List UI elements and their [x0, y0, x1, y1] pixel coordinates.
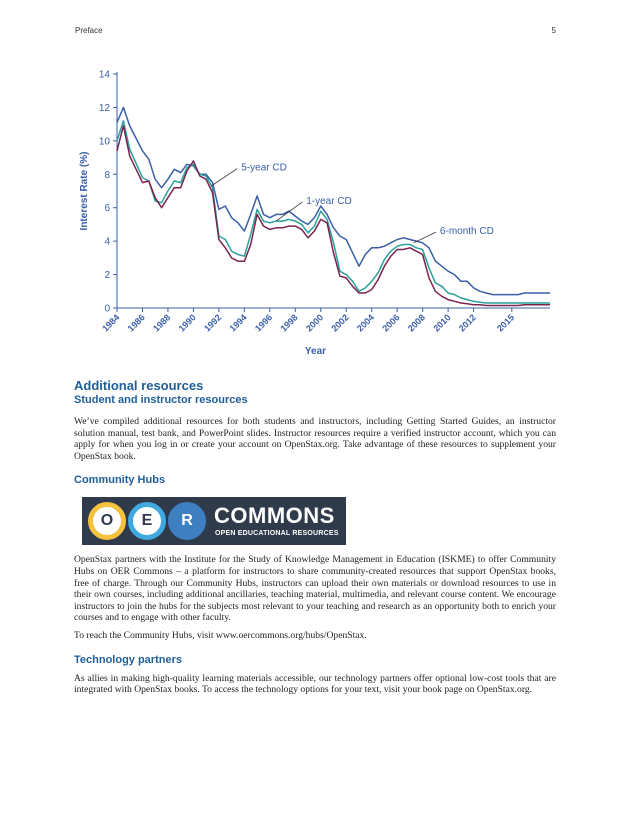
- logo-letter-o: O: [88, 502, 126, 540]
- y-tick-label: 14: [98, 69, 110, 81]
- subheading-technology-partners: Technology partners: [74, 653, 182, 666]
- x-tick-label: 1994: [227, 312, 249, 334]
- x-tick-label: 1988: [151, 312, 173, 334]
- x-tick-label: 2010: [431, 312, 453, 334]
- oer-commons-logo: [82, 497, 346, 545]
- x-tick-label: 1996: [253, 312, 275, 334]
- y-tick-label: 4: [104, 236, 110, 248]
- annotation-leader: [414, 232, 436, 243]
- series-line: [117, 126, 550, 306]
- subheading-student-instructor-resources: Student and instructor resources: [74, 394, 248, 406]
- annotation-leader: [211, 169, 237, 186]
- series-line: [117, 121, 550, 303]
- y-tick-label: 2: [104, 270, 110, 282]
- x-axis-label: Year: [304, 346, 327, 357]
- logo-letter-e: E: [128, 502, 166, 540]
- x-tick-label: 2015: [494, 312, 517, 334]
- x-tick-label: 2004: [354, 312, 377, 334]
- x-tick-label: 1990: [176, 312, 198, 334]
- x-tick-label: 2012: [456, 312, 479, 334]
- annotation-label: 5-year CD: [241, 162, 287, 174]
- subheading-community-hubs: Community Hubs: [74, 474, 166, 487]
- logo-commons-text: COMMONS: [214, 503, 335, 529]
- y-tick-label: 10: [98, 136, 110, 148]
- x-tick-label: 1998: [278, 312, 300, 334]
- x-tick-label: 2002: [329, 312, 351, 334]
- x-tick-label: 2000: [303, 312, 326, 334]
- x-tick-label: 2006: [380, 312, 402, 334]
- y-tick-label: 0: [104, 303, 110, 315]
- paragraph-community-hubs: OpenStax partners with the Institute for the Study of Knowledge Management in Education (ISKME) to offer Community Hubs on OER Commons – a platform for instructors to share community-created resources that support OpenStax books, free of charge. Through our Community Hubs, instructors can upload their own materials or download resources to use in their own courses, including additional ancillaries, teaching material, multimedia, and relevant course content. We encourage instructors to join the hubs for the subjects most relevant to your teaching and research as an opportunity both to enrich your courses and to engage with other faculty.: [74, 554, 556, 624]
- x-tick-label: 1986: [125, 312, 147, 334]
- y-tick-label: 8: [104, 169, 110, 181]
- y-tick-label: 12: [98, 102, 110, 114]
- paragraph-community-hubs-link: To reach the Community Hubs, visit www.oercommons.org/hubs/OpenStax.: [74, 629, 367, 641]
- logo-letter-r: R: [168, 502, 206, 540]
- running-header-title: Preface: [75, 26, 103, 35]
- paragraph-technology-partners: As allies in making high-quality learning materials accessible, our technology partners offer optional low-cost tools that are integrated with OpenStax books. To access the technology options for your text, visit your book page on OpenStax.org.: [74, 672, 556, 696]
- y-tick-label: 6: [104, 203, 110, 215]
- x-tick-label: 2008: [405, 312, 428, 334]
- logo-subtitle: OPEN EDUCATIONAL RESOURCES: [215, 530, 339, 538]
- interest-rate-chart: [70, 60, 560, 370]
- x-tick-label: 1992: [202, 312, 224, 334]
- section-title: Additional resources: [74, 378, 204, 393]
- paragraph-resources: We’ve compiled additional resources for both students and instructors, including Getting Started Guides, an instructor solution manual, test bank, and PowerPoint slides. Instructor resources require a verified instructor account, which you can apply for when you log in or create your account on OpenStax.org. Take advantage of these resources to supplement your OpenStax book.: [74, 416, 556, 462]
- page-number: 5: [551, 26, 556, 35]
- annotation-label: 1-year CD: [306, 196, 352, 208]
- additional-resources-section: [74, 378, 556, 696]
- annotation-label: 6-month CD: [439, 226, 494, 238]
- x-tick-label: 1984: [100, 312, 122, 334]
- y-axis-label: Interest Rate (%): [79, 151, 90, 231]
